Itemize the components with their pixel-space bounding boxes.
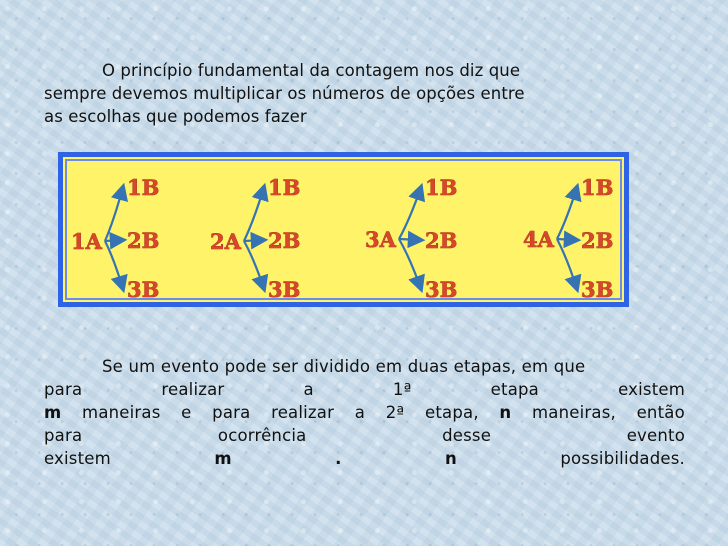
var-n: n [499,403,512,422]
intro-line-3: as escolhas que podemos fazer [44,107,307,126]
intro-text [44,59,634,128]
arrow-2A-1B [244,187,264,241]
branch-node-4A-1B: 1B [581,175,614,200]
branch-node-4A-3B: 3B [581,277,614,302]
tree-diagram-svg [63,157,634,312]
arrow-1A-1B [105,187,123,241]
branch-node-2A-2B: 2B [268,228,301,253]
arrow-2A-3B [244,241,264,289]
arrow-4A-3B [557,239,577,289]
paragraph-line-5: existem m . n possibilidades. [44,449,685,468]
paragraph-line-3: m maneiras e para realizar a 2ª etapa, n maneiras, então [44,403,685,422]
formula-dot: . [335,449,342,468]
arrow-3A-1B [399,187,421,239]
branch-node-3A-2B: 2B [425,228,458,253]
arrow-4A-2B [557,239,577,240]
paragraph-line-4: para ocorrência desse evento [44,426,685,445]
var-m: m [44,403,62,422]
branch-node-3A-1B: 1B [425,175,458,200]
tree-diagram [58,152,629,307]
root-node-1A: 1A [71,229,102,254]
arrow-2A-2B [244,240,264,241]
formula-n: n [445,449,457,468]
intro-line-2: sempre devemos multiplicar os números de opções entre [44,84,525,103]
rule-paragraph [44,355,685,470]
root-node-3A: 3A [365,227,396,252]
branch-node-2A-3B: 3B [268,277,301,302]
branch-node-1A-2B: 2B [127,228,160,253]
paragraph-line-2: para realizar a 1ª etapa existem [44,380,685,399]
intro-line-1: O princípio fundamental da contagem nos diz que [102,61,521,80]
paragraph-line-1: Se um evento pode ser dividido em duas etapas, em que [102,357,586,376]
arrow-3A-2B [399,239,421,240]
branch-node-1A-1B: 1B [127,175,160,200]
arrow-1A-2B [105,240,123,241]
formula-m: m [214,449,232,468]
branch-node-2A-1B: 1B [268,175,301,200]
branch-node-3A-3B: 3B [425,277,458,302]
root-node-2A: 2A [210,229,241,254]
branch-node-4A-2B: 2B [581,228,614,253]
root-node-4A: 4A [523,227,554,252]
arrow-4A-1B [557,187,577,239]
arrow-3A-3B [399,239,421,289]
arrow-1A-3B [105,241,123,289]
branch-node-1A-3B: 3B [127,277,160,302]
